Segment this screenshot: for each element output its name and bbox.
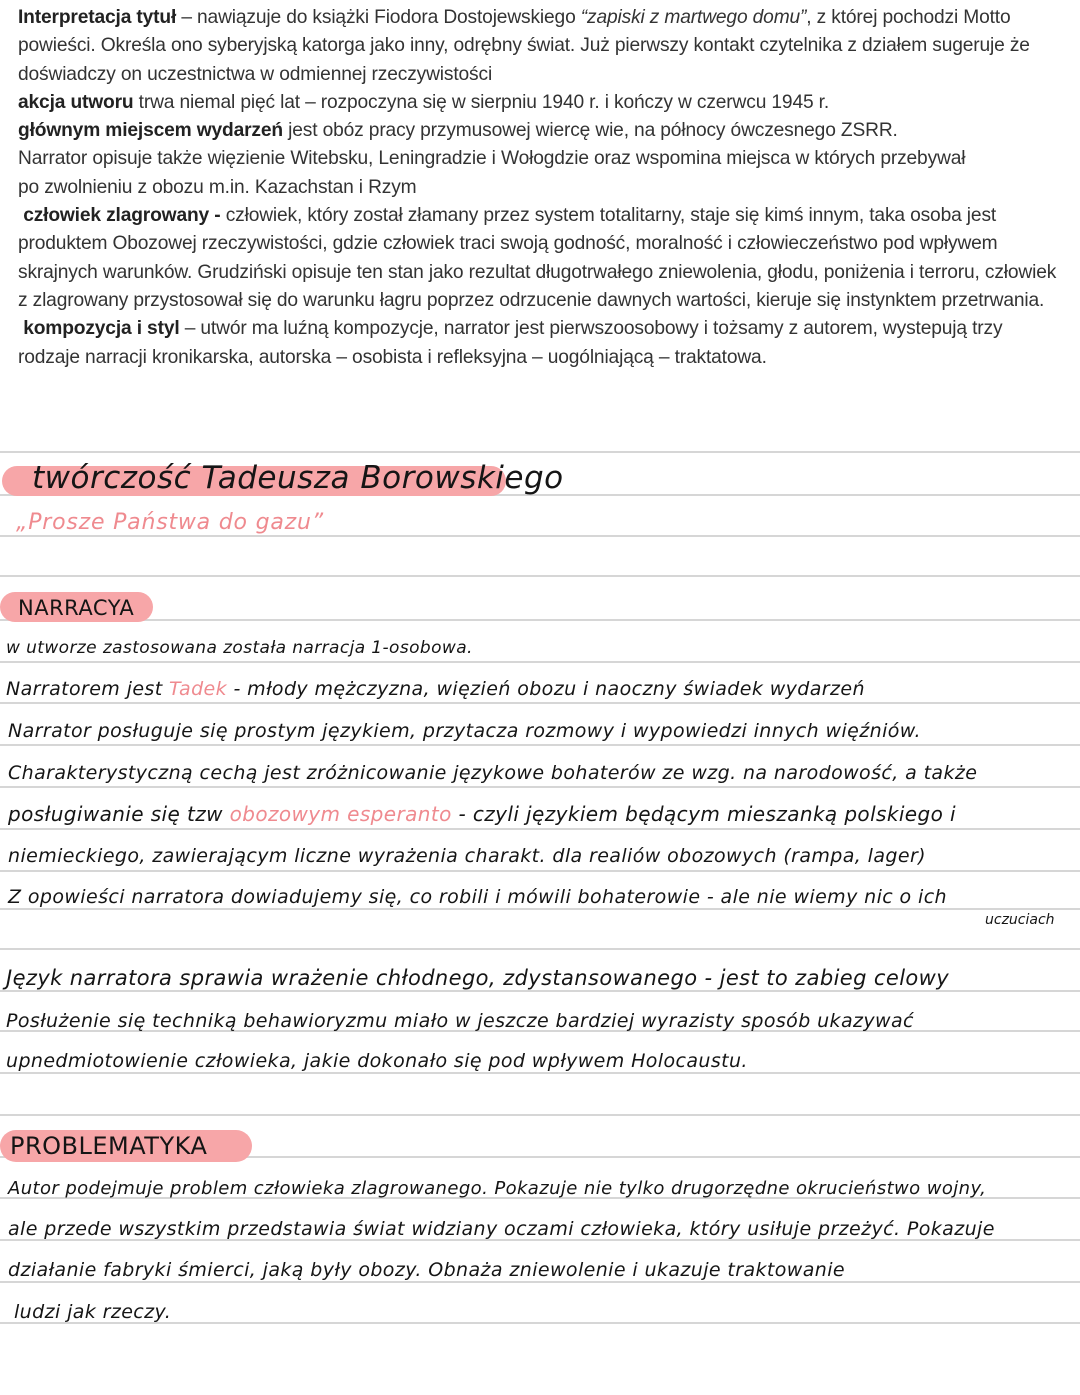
rule-line [0,786,1080,788]
heading-kompozycja: kompozycja i styl [23,318,180,340]
rule-line [0,702,1080,704]
rule-line [0,908,1080,910]
narracja-p2-line-1: Język narratora sprawia wrażenie chłodnego, zdystansowanego - jest to zabieg celowy [6,966,950,990]
paragraph-zlagrowany: człowiek zlagrowany - człowiek, który został złamany przez system totalitarny, staje się kimś innym, taka osoba jest produktem Obozowej rzeczywistości, gdzie człowiek traci swoją godność, moralność i człowieczeństwo pod wpływem skrajnych warunków. Grudziński opisuje ten stan jako rezultat długotrwałego zniewolenia, głodu, poniżenia i terroru, człowiek z zlagrowany przystosował się do warunku łagru poprzez odrzucenie dawnych wartości, kieruje się instynktem przetrwania. [18,205,1057,311]
rule-line [0,1072,1080,1074]
rule-line [0,828,1080,830]
rule-line [0,990,1080,992]
paragraph-miejsce: głównym miejscem wydarzeń jest obóz pracy przymusowej wiercę wie, na północy ówczesnego ZSRR. Narrator opisuje także więzienie Witebsku, Leningradzie i Wołogdzie oraz wspomina miejsca w których przebywał po zwolnieniu z obozu m.in. Kazachstan i Rzym [18,120,966,198]
handwritten-title: twórczość Tadeusza Borowskiego [32,460,564,496]
section-label-narracja: NARRACYA [18,596,135,620]
paragraph-kompozycja: kompozycja i styl – utwór ma luźną kompozycje, narrator jest pierwszoosobowy i tożsamy z autorem, wystepują trzy rodzaje narracji kronikarska, autorska – osobista i refleksyjna – uogólniającą – traktatowa. [18,318,1003,368]
rule-line [0,575,1080,577]
rule-line [0,948,1080,950]
book-title: “zapiski z martwego domu” [580,7,807,28]
heading-akcja: akcja utworu [18,91,134,113]
paragraph-akcja: akcja utworu trwa niemal pięć lat – rozpoczyna się w sierpniu 1940 r. i kończy w czerwcu 1945 r. [18,91,830,113]
heading-miejsce: głównym miejscem wydarzeń [18,120,283,142]
narracja-line-6: niemieckiego, zawierającym liczne wyrażenia charakt. dla realiów obozowych (rampa, lager) [8,845,926,867]
rule-line [0,451,1080,453]
rule-line [0,1281,1080,1283]
narracja-p2-line-3: upnedmiotowienie człowieka, jakie dokonało się pod wpływem Holocaustu. [6,1050,748,1072]
problematyka-line-3: działanie fabryki śmierci, jaką były obozy. Obnaża zniewolenie i ukazuje traktowanie [8,1259,845,1281]
highlight-obozowym-esperanto: obozowym esperanto [229,802,452,826]
section-label-problematyka: PROBLEMATYKA [10,1132,208,1160]
problematyka-line-4: ludzi jak rzeczy. [14,1301,172,1323]
typed-notes [18,4,1068,372]
narracja-p2-line-2: Posłużenie się techniką behawioryzmu miało w jeszcze bardziej wyrazisty sposób ukazywać [6,1010,914,1032]
overflow-word: uczuciach [985,912,1055,928]
highlight-tadek: Tadek [169,678,228,700]
handwritten-subtitle: „Prosze Państwa do gazu” [16,510,324,535]
rule-line [0,870,1080,872]
paragraph-interpretacja: Interpretacja tytuł – nawiązuje do książki Fiodora Dostojewskiego “zapiski z martwego domu”, z której pochodzi Motto powieści. Określa ono syberyjską katorga jako inny, odrębny świat. Już pierwszy kontakt czytelnika z działem sugeruje że doświadczy on uczestnictwa w odmiennej rzeczywistości [18,7,1030,85]
rule-line [0,619,1080,621]
narracja-line-1: w utworze zastosowana została narracja 1-osobowa. [6,638,473,658]
rule-line [0,1114,1080,1116]
narracja-line-7: Z opowieści narratora dowiadujemy się, co robili i mówili bohaterowie - ale nie wiemy nic o ich [8,886,947,908]
heading-zlagrowany: człowiek zlagrowany - [23,205,226,227]
heading-interpretacja: Interpretacja tytuł [18,7,177,28]
problematyka-line-1: Autor podejmuje problem człowieka zlagrowanego. Pokazuje nie tylko drugorzędne okrucieństwo wojny, [8,1178,987,1199]
narracja-line-2: Narratorem jest Tadek - młody mężczyzna, więzień obozu i naoczny świadek wydarzeń [6,678,865,700]
rule-line [0,744,1080,746]
narracja-line-4: Charakterystyczną cechą jest zróżnicowanie językowe bohaterów ze wzg. na narodowość, a także [8,762,978,784]
rule-line [0,661,1080,663]
narracja-line-5: posługiwanie się tzw obozowym esperanto - czyli językiem będącym mieszanką polskiego i [8,802,956,826]
problematyka-line-2: ale przede wszystkim przedstawia świat widziany oczami człowieka, który usiłuje przeżyć. Pokazuje [8,1218,995,1240]
narracja-line-3: Narrator posługuje się prostym językiem, przytacza rozmowy i wypowiedzi innych więźniów. [8,720,921,742]
rule-line [0,535,1080,537]
